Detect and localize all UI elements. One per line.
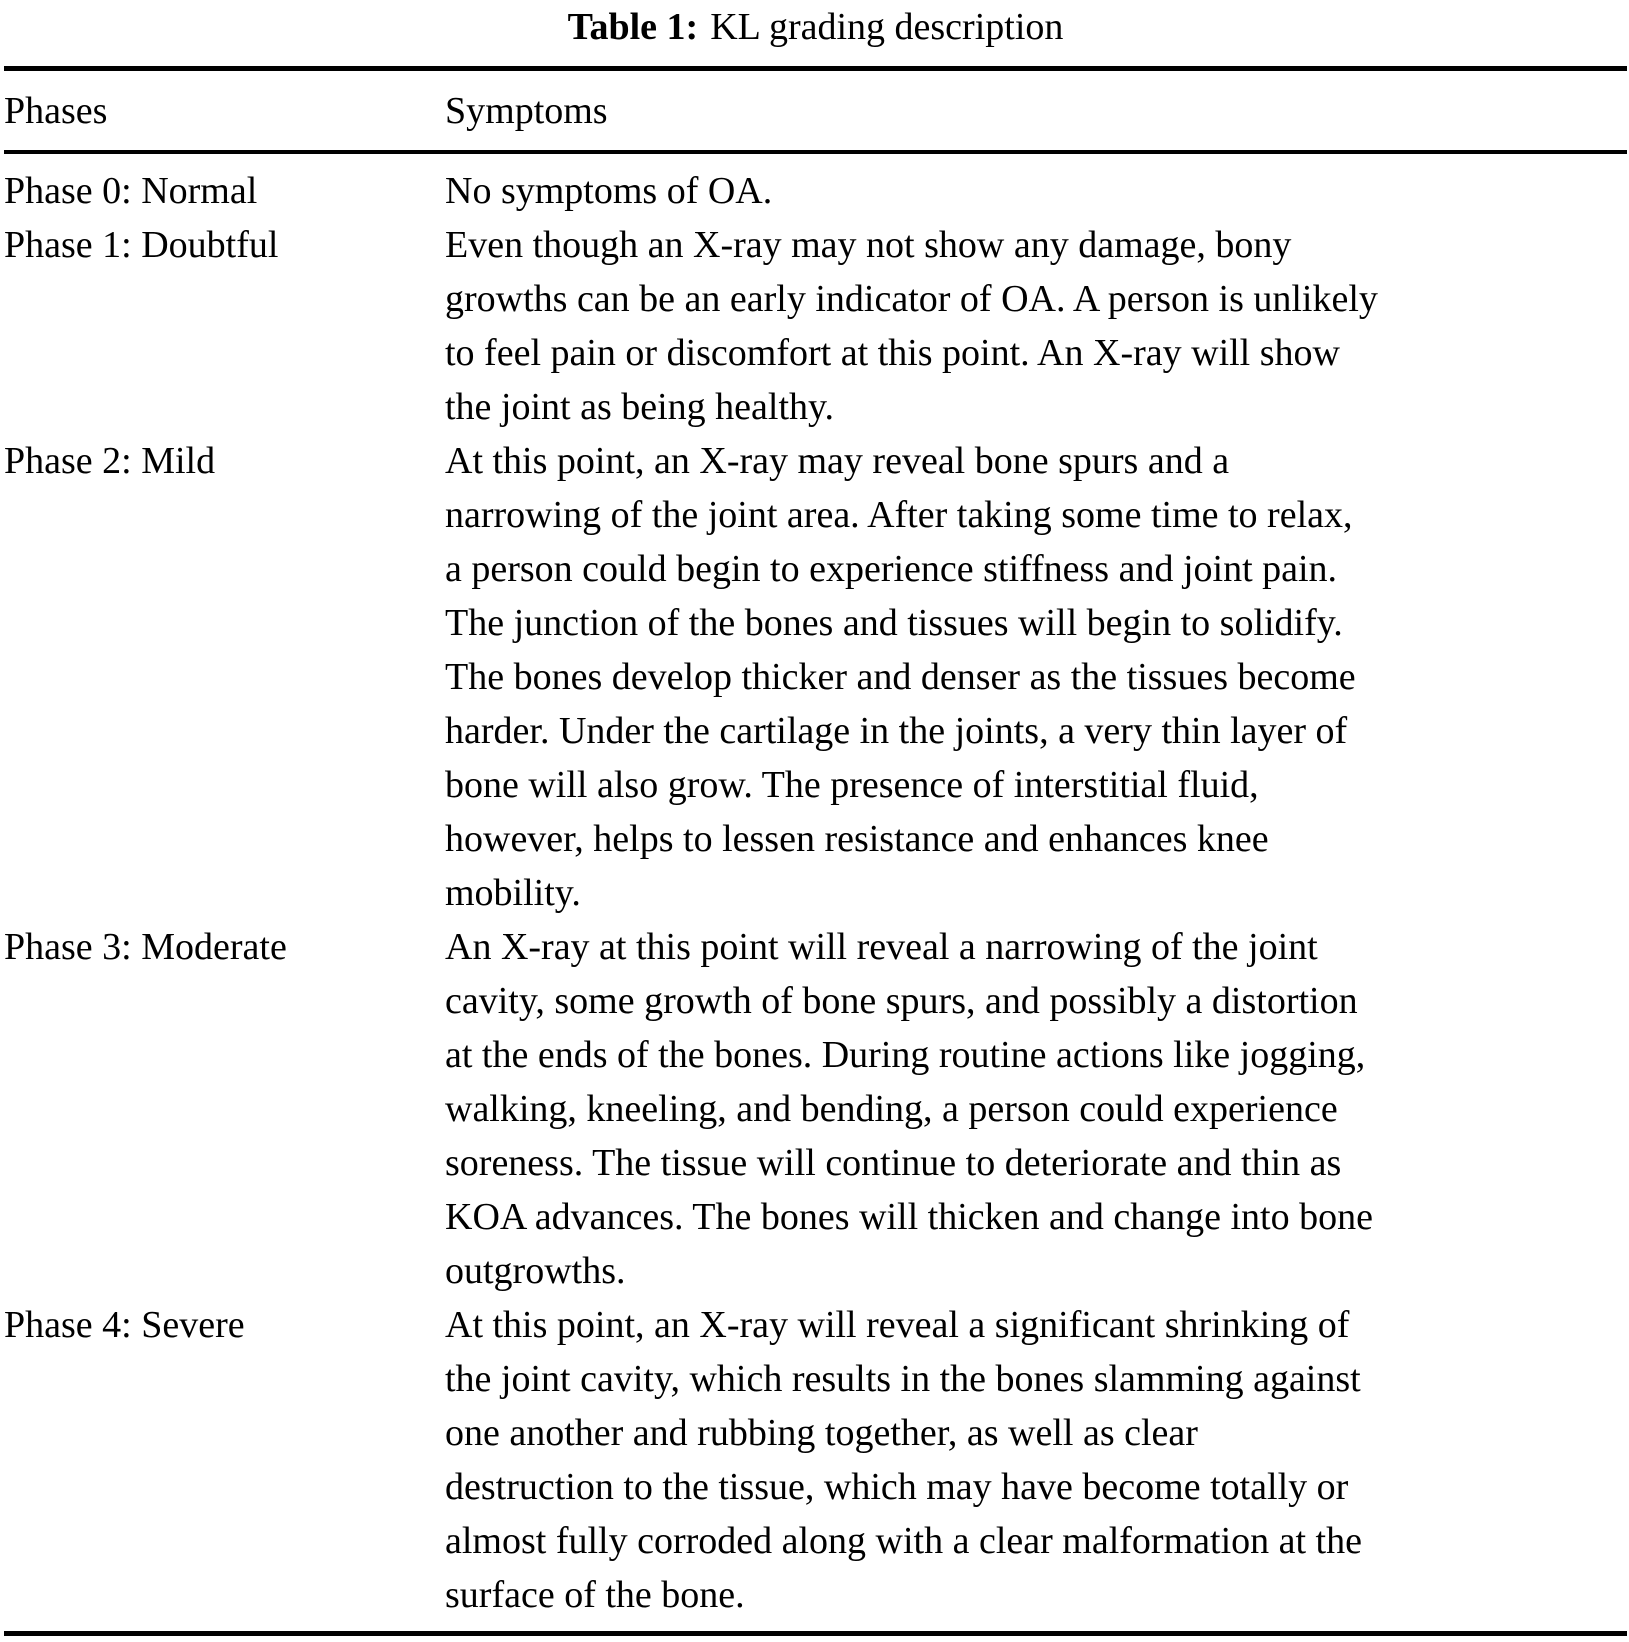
symptom-line: soreness. The tissue will continue to deteriorate and thin as [445, 1142, 1342, 1184]
phase-label: Phase 2: Mild [4, 440, 216, 482]
phase-label-cell [4, 434, 445, 488]
symptom-line: bone will also grow. The presence of interstitial fluid, [445, 764, 1259, 806]
symptom-cell [445, 434, 1627, 920]
phase-label: Phase 1: Doubtful [4, 224, 279, 266]
symptom-line: The bones develop thicker and denser as the tissues become [445, 656, 1356, 698]
symptom-line: growths can be an early indicator of OA. A person is unlikely [445, 278, 1378, 320]
symptom-line: At this point, an X-ray will reveal a significant shrinking of [445, 1304, 1350, 1346]
symptom-line: mobility. [445, 872, 581, 914]
table-row [4, 434, 1627, 920]
table-row [4, 1298, 1627, 1622]
phase-label-cell [4, 1298, 445, 1352]
table-caption-label: Table 1: [567, 6, 699, 48]
symptom-line: destruction to the tissue, which may have become totally or [445, 1466, 1349, 1508]
symptom-line: outgrowths. [445, 1250, 626, 1292]
symptom-line: one another and rubbing together, as well as clear [445, 1412, 1198, 1454]
symptom-line: almost fully corroded along with a clear malformation at the [445, 1520, 1362, 1562]
symptom-line: to feel pain or discomfort at this point. An X-ray will show [445, 332, 1340, 374]
table-row [4, 218, 1627, 434]
symptom-line: cavity, some growth of bone spurs, and possibly a distortion [445, 980, 1358, 1022]
table-row [4, 920, 1627, 1298]
phase-label-cell [4, 920, 445, 974]
symptom-cell [445, 920, 1627, 1298]
column-header-symptoms: Symptoms [445, 90, 608, 132]
symptom-cell [445, 218, 1627, 434]
table-bottom-rule [4, 1631, 1627, 1636]
symptom-line: No symptoms of OA. [445, 170, 773, 212]
symptom-line: An X-ray at this point will reveal a narrowing of the joint [445, 926, 1318, 968]
table-header-row [4, 71, 1627, 150]
symptom-line: the joint cavity, which results in the bones slamming against [445, 1358, 1361, 1400]
symptom-cell [445, 164, 1627, 218]
symptom-line: Even though an X-ray may not show any damage, bony [445, 224, 1292, 266]
column-header-phases: Phases [4, 90, 108, 132]
symptom-line: the joint as being healthy. [445, 386, 835, 428]
symptom-line: a person could begin to experience stiffness and joint pain. [445, 548, 1338, 590]
phase-label: Phase 4: Severe [4, 1304, 245, 1346]
table-caption [4, 0, 1627, 54]
symptom-line: harder. Under the cartilage in the joints, a very thin layer of [445, 710, 1348, 752]
phase-label-cell [4, 218, 445, 272]
symptom-line: The junction of the bones and tissues will begin to solidify. [445, 602, 1343, 644]
phase-label: Phase 0: Normal [4, 170, 258, 212]
symptom-line: surface of the bone. [445, 1574, 745, 1616]
symptom-line: walking, kneeling, and bending, a person could experience [445, 1088, 1338, 1130]
symptom-line: however, helps to lessen resistance and enhances knee [445, 818, 1269, 860]
symptom-line: narrowing of the joint area. After taking some time to relax, [445, 494, 1353, 536]
symptom-line: KOA advances. The bones will thicken and change into bone [445, 1196, 1373, 1238]
table-row [4, 164, 1627, 218]
table-caption-text: KL grading description [710, 6, 1064, 48]
kl-grading-table [4, 71, 1627, 1622]
symptom-line: at the ends of the bones. During routine actions like jogging, [445, 1034, 1366, 1076]
table-body [4, 150, 1627, 1622]
phase-label: Phase 3: Moderate [4, 926, 287, 968]
symptom-cell [445, 1298, 1627, 1622]
phase-label-cell [4, 164, 445, 218]
symptom-line: At this point, an X-ray may reveal bone spurs and a [445, 440, 1230, 482]
